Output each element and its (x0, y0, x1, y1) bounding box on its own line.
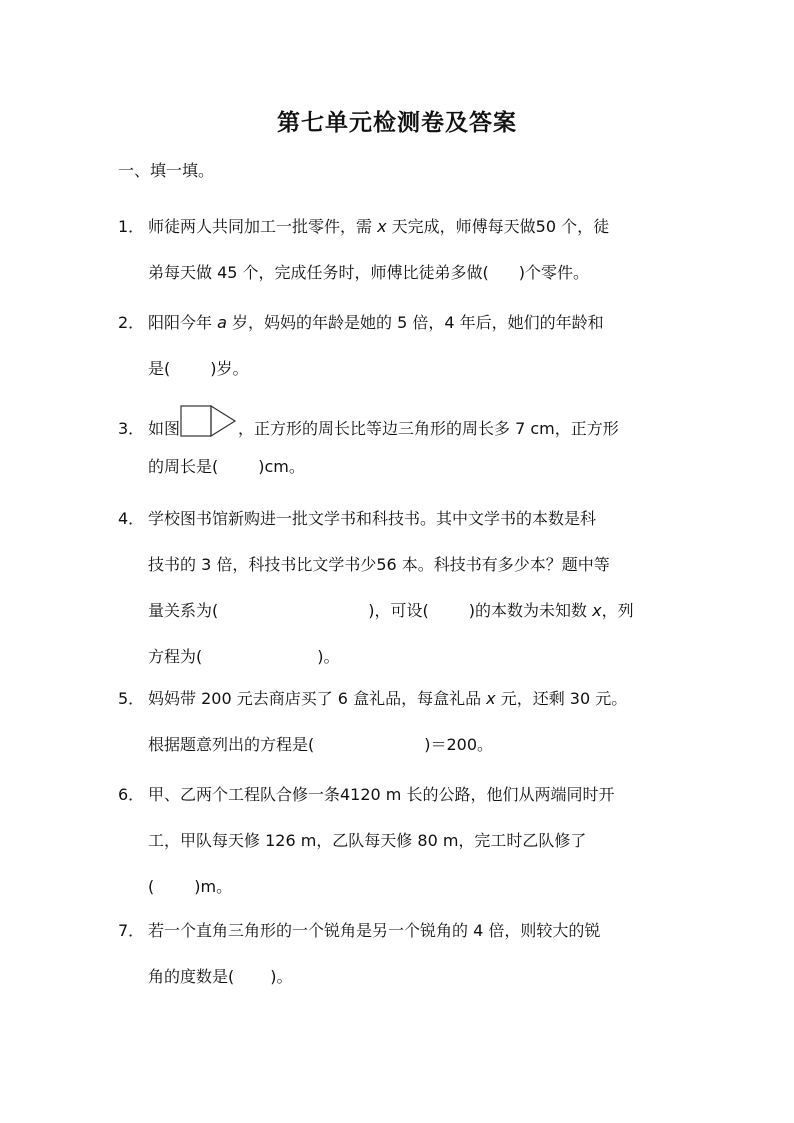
question-number: 6． (118, 785, 145, 804)
question-2: 2． 阳阳今年 a 岁，妈妈的年龄是她的 5 倍，4 年后，她们的年龄和 是( )岁。 (118, 300, 678, 392)
question-3: 3． 如图 ，正方形的周长比等边三角形的周长多 7 cm，正方形 的周长是( )cm。 (118, 404, 678, 490)
square-triangle-figure (180, 404, 238, 438)
question-4: 4． 学校图书馆新购进一批文学书和科技书。其中文学书的本数是科 技书的 3 倍，科技书比文学书少56 本。科技书有多少本？题中等 量关系为( )，可设( )的本数为未知数 x，列 方程为( )。 (118, 496, 678, 680)
question-number: 1． (118, 217, 145, 236)
section-heading: 一、填一填。 (118, 161, 215, 180)
question-number: 7． (118, 921, 145, 940)
question-5: 5． 妈妈带 200 元去商店买了 6 盒礼品，每盒礼品 x 元，还剩 30 元。 根据题意列出的方程是( )＝200。 (118, 676, 678, 768)
question-1: 1． 师徒两人共同加工一批零件，需 x 天完成，师傅每天做50 个，徒 弟每天做 45 个，完成任务时，师傅比徒弟多做( )个零件。 (118, 204, 678, 296)
page-title: 第七单元检测卷及答案 (277, 110, 517, 136)
question-number: 2． (118, 313, 145, 332)
question-number: 5． (118, 689, 145, 708)
question-number: 4． (118, 509, 145, 528)
question-number: 3． (118, 419, 145, 438)
question-7: 7． 若一个直角三角形的一个锐角是另一个锐角的 4 倍，则较大的锐 角的度数是( )。 (118, 908, 678, 1000)
question-6: 6． 甲、乙两个工程队合修一条4120 m 长的公路，他们从两端同时开 工，甲队每天修 126 m，乙队每天修 80 m，完工时乙队修了 ( )m。 (118, 772, 678, 910)
